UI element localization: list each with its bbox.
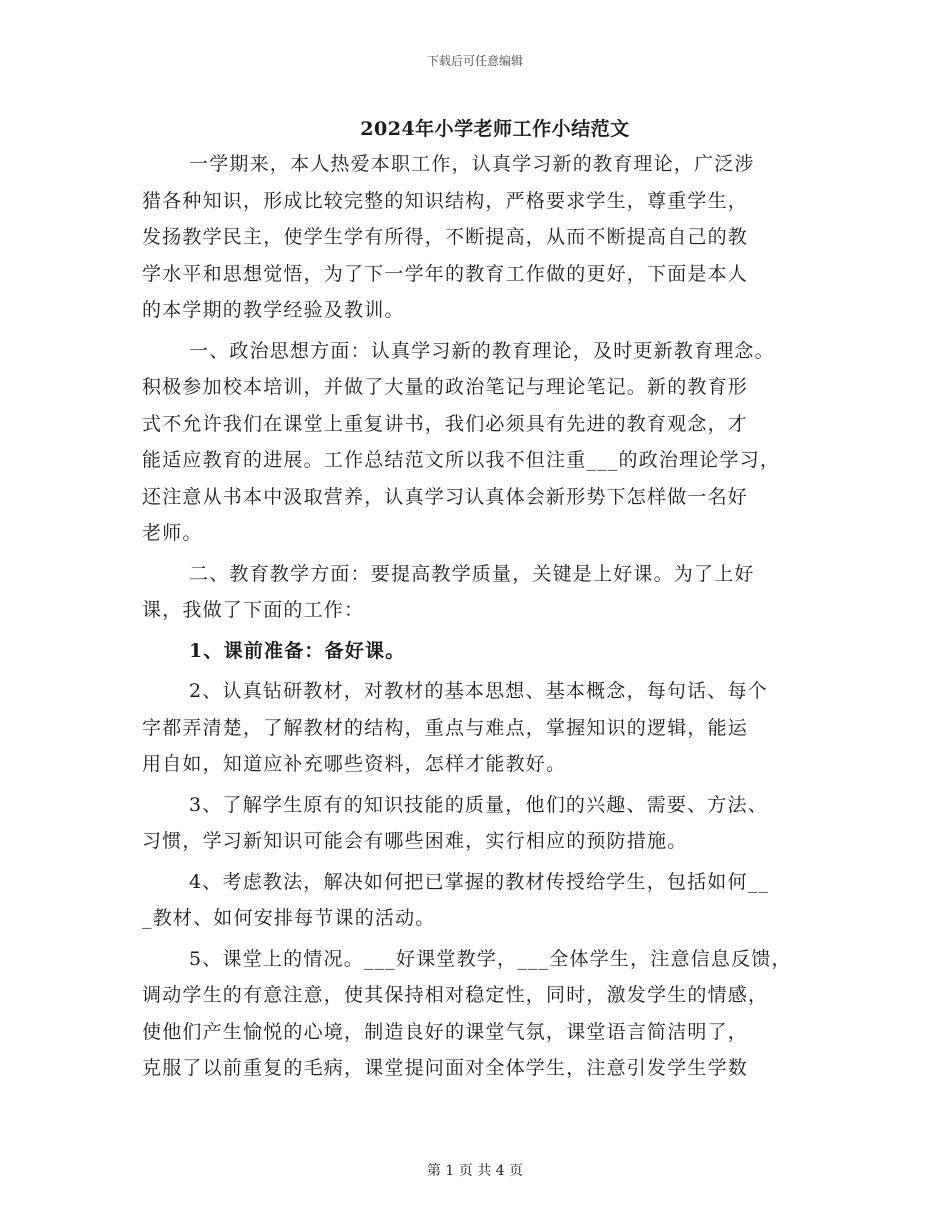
- paragraph-line: 还注意从书本中汲取营养，认真学习认真体会新形势下怎样做一名好: [142, 485, 749, 508]
- paragraph-line: _教材、如何安排每节课的活动。: [142, 907, 436, 929]
- paragraph-line: 老师。: [142, 522, 203, 544]
- paragraph-line: 字都弄清楚，了解教材的结构，重点与难点，掌握知识的逻辑，能运: [142, 716, 749, 739]
- paragraph-line: 猎各种知识，形成比较完整的知识结构，严格要求学生，尊重学生，: [142, 189, 749, 212]
- paragraph-line: 的本学期的教学经验及教训。: [142, 299, 405, 321]
- paragraph-line: 能适应教育的进展。工作总结范文所以我不但注重___的政治理论学习，: [142, 449, 781, 471]
- paragraph-line: 一、政治思想方面：认真学习新的教育理论，及时更新教育理念。: [189, 339, 775, 362]
- paragraph-line: 4、考虑教法，解决如何把已掌握的教材传授给学生，包括如何__: [189, 870, 770, 893]
- paragraph-line: 学水平和思想觉悟，为了下一学年的教育工作做的更好，下面是本人: [142, 262, 749, 285]
- paragraph-line: 调动学生的有意注意，使其保持相对稳定性，同时，激发学生的情感，: [142, 984, 769, 1006]
- paragraph-line: 用自如，知道应补充哪些资料，怎样才能教好。: [142, 753, 567, 775]
- paragraph-line: 课，我做了下面的工作：: [142, 599, 365, 621]
- paragraph-line: 使他们产生愉悦的心境，制造良好的课堂气氛，课堂语言简洁明了，: [142, 1020, 749, 1043]
- document-title: 2024年小学老师工作小结范文: [360, 118, 630, 140]
- paragraph-line: 习惯，学习新知识可能会有哪些困难，实行相应的预防措施。: [142, 830, 688, 852]
- paragraph-line: 3、了解学生原有的知识技能的质量，他们的兴趣、需要、方法、: [189, 793, 768, 816]
- paragraph-line: 式不允许我们在课堂上重复讲书，我们必须具有先进的教育观念，才: [142, 412, 749, 435]
- paragraph-line: 2、认真钻研教材，对教材的基本思想、基本概念，每句话、每个: [189, 680, 768, 702]
- section-heading: 1、课前准备：备好课。: [189, 639, 406, 662]
- paragraph-line: 二、教育教学方面：要提高教学质量，关键是上好课。为了上好: [189, 562, 755, 585]
- paragraph-line: 5、课堂上的情况。___好课堂教学，___全体学生，注意信息反馈，: [189, 947, 792, 970]
- paragraph-line: 积极参加校本培训，并做了大量的政治笔记与理论笔记。新的教育形: [142, 376, 749, 398]
- document-body: [142, 146, 814, 1087]
- page-number-footer: 第 1 页 共 4 页: [426, 1163, 524, 1179]
- paragraph-line: 一学期来，本人热爱本职工作，认真学习新的教育理论，广泛涉: [189, 153, 755, 175]
- header-note: 下载后可任意编辑: [426, 54, 523, 68]
- paragraph-line: 发扬教学民主，使学生学有所得，不断提高，从而不断提高自己的教: [142, 226, 749, 248]
- paragraph-line: 克服了以前重复的毛病，课堂提问面对全体学生，注意引发学生学数: [142, 1057, 749, 1079]
